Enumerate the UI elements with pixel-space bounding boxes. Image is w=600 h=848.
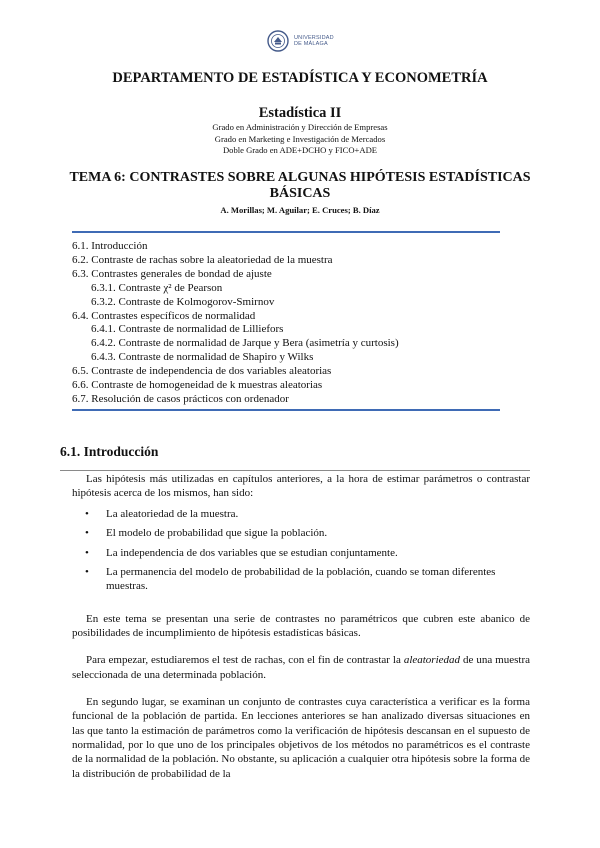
toc-subitem[interactable]: 6.4.3. Contraste de normalidad de Shapiro y Wilks: [91, 351, 314, 364]
authors: A. Morillas; M. Aguilar; E. Cruces; B. Díaz: [220, 205, 380, 215]
section-heading: 6.1. Introducción: [60, 444, 159, 459]
toc-subitem[interactable]: 6.3.1. Contraste χ² de Pearson: [91, 281, 223, 294]
paragraph: [72, 653, 530, 682]
university-logo: [267, 30, 334, 52]
intro-paragraph: Las hipótesis más utilizadas en capítulos anteriores, a la hora de estimar parámetros o contrastar hipótesis acerca de los mismos, han sido:: [72, 473, 530, 500]
paragraph: En segundo lugar, se examinan un conjunto de contrastes cuya característica a verificar es la forma funcional de la población de partida. En lecciones anteriores se han analizado diversas situaciones en las que tanto la estimación de parámetros como la verificación de hipótesis descansan en el supuesto de normalidad, por lo que uno de los principales objetivos de los métodos no paramétricos es el contraste de la normalidad de la población. No obstante, su aplicación a cualquier otra hipótesis sobre la forma de la distribución de probabilidad de la: [72, 696, 530, 780]
hypotheses-list: [72, 507, 530, 594]
degree-line: Grado en Marketing e Investigación de Mercados: [214, 133, 386, 144]
paragraph-text: de una muestra seleccionada de una determinada población.: [72, 654, 530, 681]
logo-text: [294, 35, 334, 47]
section-body: [72, 472, 530, 781]
toc-top-divider: [72, 231, 500, 233]
toc-subitem[interactable]: 6.4.1. Contraste de normalidad de Lilliefors: [91, 323, 284, 336]
logo-line-2: DE MÁLAGA: [294, 41, 328, 47]
toc-item[interactable]: 6.3. Contrastes generales de bondad de ajuste: [72, 267, 272, 280]
toc-item[interactable]: 6.4. Contrastes específicos de normalidad: [72, 309, 256, 322]
toc-item[interactable]: 6.1. Introducción: [72, 240, 148, 252]
section-divider: [60, 470, 530, 471]
subject-title: Estadística II: [258, 105, 342, 121]
toc-item[interactable]: 6.5. Contraste de independencia de dos variables aleatorias: [72, 365, 332, 378]
emphasis-text: aleatoriedad: [403, 654, 461, 667]
paragraph: En este tema se presentan una serie de contrastes no paramétricos que cubren este abanico de posibilidades de incumplimiento de hipótesis estadísticas básicas.: [72, 612, 530, 640]
degree-list: [0, 122, 600, 157]
degree-line: Grado en Administración y Dirección de Empresas: [212, 122, 388, 132]
toc-item[interactable]: 6.2. Contraste de rachas sobre la aleatoriedad de la muestra: [72, 253, 333, 266]
list-item: • El modelo de probabilidad que sigue la población.: [72, 526, 530, 540]
degree-line: Doble Grado en ADE+DCHO y FICO+ADE: [222, 145, 378, 155]
toc-bottom-divider: [72, 409, 500, 411]
logo-line-1: UNIVERSIDAD: [294, 35, 334, 41]
tema-title: TEMA 6: CONTRASTES SOBRE ALGUNAS HIPÓTESIS ESTADÍSTICAS BÁSICAS: [69, 170, 531, 201]
toc-item[interactable]: 6.7. Resolución de casos prácticos con ordenador: [72, 392, 289, 405]
table-of-contents: [72, 240, 500, 407]
toc-subitem[interactable]: 6.4.2. Contraste de normalidad de Jarque y Bera (asimetría y curtosis): [91, 337, 399, 350]
toc-item[interactable]: 6.6. Contraste de homogeneidad de k muestras aleatorias: [72, 379, 323, 392]
list-item: • La independencia de dos variables que se estudian conjuntamente.: [72, 546, 530, 560]
list-item: • La permanencia del modelo de probabilidad de la población, cuando se toman diferentes muestras.: [72, 565, 530, 594]
department-title: DEPARTAMENTO DE ESTADÍSTICA Y ECONOMETRÍA: [112, 70, 488, 86]
paragraph-text: Para empezar, estudiaremos el test de rachas, con el fin de contrastar la: [86, 654, 404, 667]
list-item: • La aleatoriedad de la muestra.: [72, 507, 530, 521]
toc-subitem[interactable]: 6.3.2. Contraste de Kolmogorov-Smirnov: [91, 295, 275, 308]
university-seal-icon: [267, 30, 289, 52]
